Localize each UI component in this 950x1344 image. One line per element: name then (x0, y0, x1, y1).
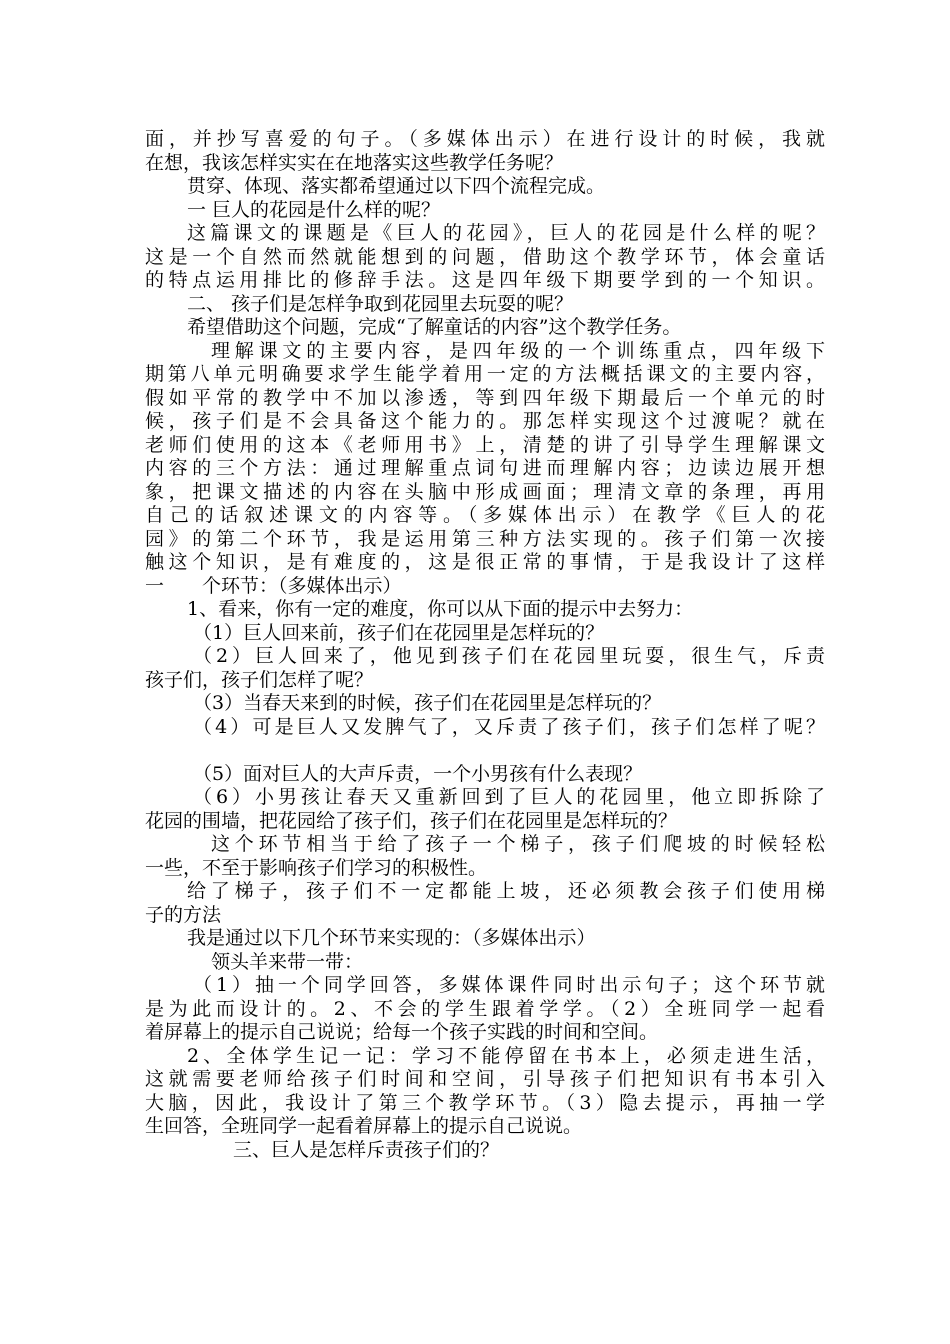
text-line: 一 巨人的花园是什么样的呢？ (187, 198, 441, 221)
text-line: 三、巨人是怎样斥责孩子们的？ (233, 1138, 500, 1161)
text-line: 自己的话叙述课文的内容等。（多媒体出示）在教学《巨人的花 (145, 504, 825, 526)
text-line: 1、看来，你有一定的难度，你可以从下面的提示中去努力： (187, 598, 694, 620)
text-line: 希望借助这个问题，完成“了解童话的内容”这个教学任务。 (187, 316, 682, 338)
text-line: （3）当春天来到的时候，孩子们在花园里是怎样玩的？ (193, 692, 662, 714)
text-line: 贯穿、体现、落实都希望通过以下四个流程完成。 (187, 175, 606, 197)
text-line: 给了梯子，孩子们不一定都能上坡，还必须教会孩子们使用梯 (187, 880, 825, 902)
text-line: 2、全体学生记一记：学习不能停留在书本上，必须走进生活， (187, 1044, 825, 1067)
text-line: 二、 孩子们是怎样争取到花园里去玩耍的呢？ (187, 292, 574, 315)
text-line: 这是一个自然而然就能想到的问题，借助这个教学环节，体会童话 (145, 245, 825, 268)
text-line: 是为此而设计的。2、不会的学生跟着学学。（2）全班同学一起看 (145, 997, 825, 1020)
text-line: 理解课文的主要内容，是四年级的一个训练重点，四年级下 (211, 339, 825, 362)
text-line: 在想，我该怎样实实在在地落实这些教学任务呢？ (145, 151, 564, 174)
text-line: （2）巨人回来了，他见到孩子们在花园里玩耍，很生气，斥责 (193, 645, 825, 667)
text-line: 一些，不至于影响孩子们学习的积极性。 (145, 856, 488, 879)
text-line: （1）抽一个同学回答，多媒体课件同时出示句子；这个环节就 (193, 974, 825, 996)
text-line: （1）巨人回来前，孩子们在花园里是怎样玩的？ (193, 621, 605, 644)
text-line: （5）面对巨人的大声斥责，一个小男孩有什么表现？ (193, 762, 643, 785)
text-line: 触这个知识，是有难度的，这是很正常的事情，于是我设计了这样 (145, 551, 825, 573)
text-line: 这篇课文的课题是《巨人的花园》，巨人的花园是什么样的呢？ (187, 222, 825, 244)
text-line: 孩子们，孩子们怎样了呢？ (145, 668, 374, 691)
text-line: 花园的围墙，把花园给了孩子们，孩子们在花园里是怎样玩的？ (145, 809, 678, 832)
text-line: 领头羊来带一带： (211, 950, 364, 973)
text-line: 着屏幕上的提示自己说说；给每一个孩子实践的时间和空间。 (145, 1021, 659, 1043)
text-line: 园》的第二个环节，我是运用第三种方法实现的。孩子们第一次接 (145, 527, 825, 550)
text-line: 大脑，因此，我设计了第三个教学环节。（3）隐去提示，再抽一学 (145, 1091, 825, 1114)
text-line: 假如平常的教学中不加以渗透，等到四年级下期最后一个单元的时 (145, 386, 825, 409)
text-line: 象，把课文描述的内容在头脑中形成画面；理清文章的条理，再用 (145, 480, 825, 503)
text-line: 面，并抄写喜爱的句子。（多媒体出示）在进行设计的时候，我就 (145, 128, 825, 150)
text-line: 期第八单元明确要求学生能学着用一定的方法概括课文的主要内容， (145, 363, 825, 385)
text-line: 候，孩子们是不会具备这个能力的。那怎样实现这个过渡呢？就在 (145, 410, 825, 432)
text-line: 一 个环节：（多媒体出示） (145, 574, 402, 597)
text-line: 生回答，全班同学一起看着屏幕上的提示自己说说。 (145, 1115, 583, 1137)
text-line: 这就需要老师给孩子们时间和空间，引导孩子们把知识有书本引入 (145, 1068, 825, 1090)
text-line (145, 739, 825, 763)
text-line: 的特点运用排比的修辞手法。这是四年级下期要学到的一个知识。 (145, 269, 825, 291)
document-body (145, 128, 825, 1162)
text-line: （4）可是巨人又发脾气了，又斥责了孩子们，孩子们怎样了呢？ (193, 715, 825, 738)
text-line: 我是通过以下几个环节来实现的：（多媒体出示） (187, 927, 596, 949)
text-line: 子的方法 (145, 903, 222, 926)
text-line: 老师们使用的这本《老师用书》上，清楚的讲了引导学生理解课文 (145, 433, 825, 456)
text-line: 内容的三个方法：通过理解重点词句进而理解内容；边读边展开想 (145, 457, 825, 479)
text-line: （6）小男孩让春天又重新回到了巨人的花园里，他立即拆除了 (193, 786, 825, 808)
text-line: 这个环节相当于给了孩子一个梯子，孩子们爬坡的时候轻松 (211, 833, 825, 855)
